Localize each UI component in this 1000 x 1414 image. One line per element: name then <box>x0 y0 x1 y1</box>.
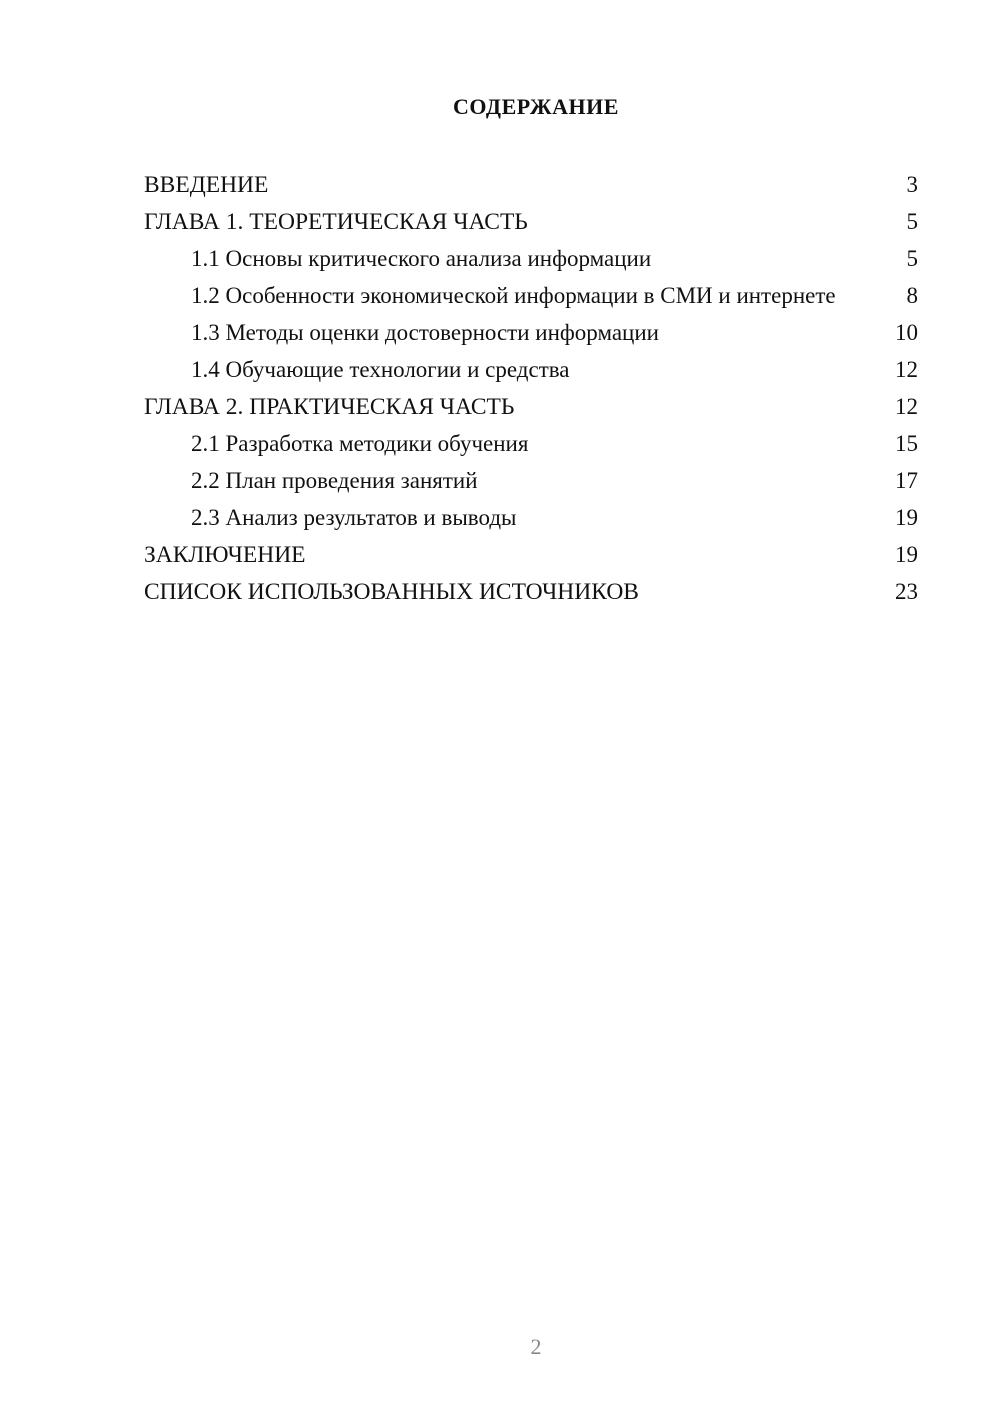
toc-entry-page: 17 <box>895 467 918 493</box>
toc-entry-section-2-3[interactable] <box>144 499 918 536</box>
page-title: СОДЕРЖАНИЕ <box>453 94 619 119</box>
toc-entry-page: 3 <box>906 171 918 197</box>
toc-entry-page: 12 <box>895 393 918 419</box>
toc-entry-label: 1.4 Обучающие технологии и средства <box>191 356 570 382</box>
toc-entry-label: 2.3 Анализ результатов и выводы <box>191 504 517 530</box>
toc-entry-section-1-1[interactable] <box>144 240 918 277</box>
toc-entry-section-2-2[interactable] <box>144 462 918 499</box>
toc-entry-section-2-1[interactable] <box>144 425 918 462</box>
toc-entry-page: 12 <box>895 356 918 382</box>
toc-entry-chapter-2[interactable] <box>144 388 918 425</box>
table-of-contents <box>144 166 918 610</box>
toc-entry-page: 19 <box>895 504 918 530</box>
toc-entry-section-1-3[interactable] <box>144 314 918 351</box>
toc-entry-conclusion[interactable] <box>144 536 918 573</box>
toc-entry-references[interactable] <box>144 573 918 610</box>
toc-entry-page: 23 <box>895 578 918 604</box>
toc-entry-chapter-1[interactable] <box>144 203 918 240</box>
toc-entry-page: 19 <box>895 541 918 567</box>
toc-entry-label: 1.1 Основы критического анализа информации <box>191 245 652 271</box>
toc-entry-label: ЗАКЛЮЧЕНИЕ <box>144 541 306 568</box>
toc-entry-introduction[interactable] <box>144 166 918 203</box>
toc-entry-label: 2.2 План проведения занятий <box>191 467 478 493</box>
toc-entry-label: 2.1 Разработка методики обучения <box>191 430 529 456</box>
toc-entry-label: СПИСОК ИСПОЛЬЗОВАННЫХ ИСТОЧНИКОВ <box>144 578 639 605</box>
toc-entry-page: 15 <box>895 430 918 456</box>
toc-entry-label: ГЛАВА 2. ПРАКТИЧЕСКАЯ ЧАСТЬ <box>144 393 515 420</box>
toc-entry-page: 10 <box>895 319 918 345</box>
page-number: 2 <box>530 1334 542 1359</box>
toc-entry-page: 5 <box>906 208 918 234</box>
toc-entry-page: 8 <box>906 282 918 308</box>
toc-entry-label: 1.2 Особенности экономической информации в СМИ и интернете <box>191 282 836 308</box>
toc-entry-label: ГЛАВА 1. ТЕОРЕТИЧЕСКАЯ ЧАСТЬ <box>144 208 528 235</box>
toc-entry-section-1-4[interactable] <box>144 351 918 388</box>
toc-entry-label: ВВЕДЕНИЕ <box>144 171 269 198</box>
toc-entry-section-1-2[interactable] <box>144 277 918 314</box>
toc-entry-label: 1.3 Методы оценки достоверности информации <box>191 319 659 345</box>
toc-entry-page: 5 <box>906 245 918 271</box>
